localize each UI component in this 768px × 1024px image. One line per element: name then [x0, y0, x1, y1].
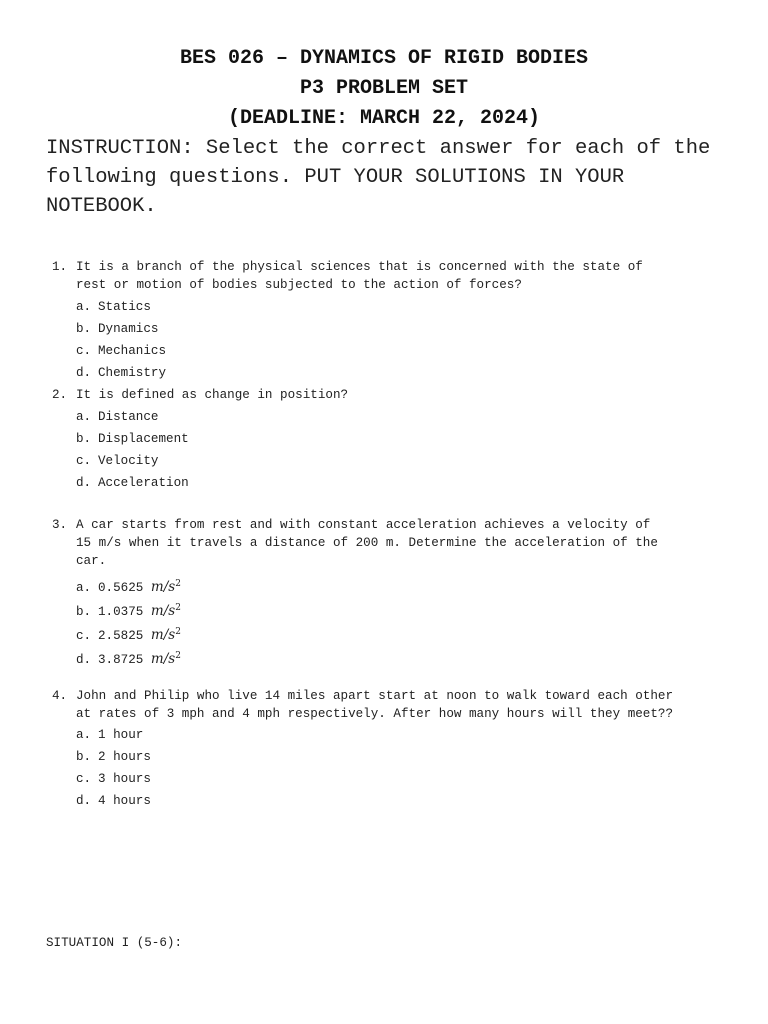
question-line: rest or motion of bodies subjected to the action of forces?	[76, 278, 522, 292]
option-text: 3.8725	[98, 653, 144, 667]
option-text: Distance	[98, 410, 159, 424]
question-text	[76, 386, 726, 404]
option-letter: a.	[76, 410, 92, 424]
option-text: 1 hour	[98, 728, 144, 742]
option-text: Displacement	[98, 432, 189, 446]
option-letter: c.	[76, 629, 92, 643]
option-c	[76, 452, 158, 470]
option-text: 0.5625	[98, 581, 144, 595]
document-header	[0, 44, 768, 134]
option-text: Dynamics	[98, 322, 159, 336]
option-text: Acceleration	[98, 476, 189, 490]
unit-exponent: 2	[175, 627, 181, 637]
question-line: It is a branch of the physical sciences that is concerned with the state of	[76, 260, 643, 274]
option-text: Chemistry	[98, 366, 167, 380]
unit-text: m/s	[150, 651, 176, 667]
option-letter: d.	[76, 794, 92, 808]
unit-exponent: 2	[175, 579, 181, 589]
option-text: Statics	[98, 300, 151, 314]
option-text: Mechanics	[98, 344, 167, 358]
unit-label	[151, 579, 181, 595]
option-letter: b.	[76, 432, 92, 446]
question-number: 1.	[52, 260, 68, 274]
option-d	[76, 474, 189, 492]
unit-text: m/s	[150, 627, 176, 643]
option-text: 3 hours	[98, 772, 151, 786]
unit-exponent: 2	[175, 651, 181, 661]
option-text: Velocity	[98, 454, 159, 468]
option-a	[76, 408, 158, 426]
unit-label	[151, 627, 181, 643]
option-letter: d.	[76, 476, 92, 490]
option-a	[76, 298, 151, 316]
question-text	[76, 258, 726, 294]
option-text: 4 hours	[98, 794, 151, 808]
question-line: 15 m/s when it travels a distance of 200 m. Determine the acceleration of the	[76, 536, 658, 550]
question-text	[76, 516, 726, 570]
unit-label	[151, 651, 181, 667]
option-b	[76, 599, 181, 617]
question-line: It is defined as change in position?	[76, 388, 349, 402]
option-letter: d.	[76, 366, 92, 380]
course-title: BES 026 – DYNAMICS OF RIGID BODIES	[179, 47, 589, 70]
option-b	[76, 748, 151, 766]
option-c	[76, 770, 151, 788]
option-d	[76, 647, 181, 665]
option-c	[76, 342, 166, 360]
question-line: A car starts from rest and with constant acceleration achieves a velocity of	[76, 518, 651, 532]
question-number: 4.	[52, 689, 68, 703]
unit-text: m/s	[150, 603, 176, 619]
unit-text: m/s	[150, 579, 176, 595]
option-b	[76, 430, 189, 448]
question-number: 2.	[52, 388, 68, 402]
option-d	[76, 792, 151, 810]
question-line: car.	[76, 554, 107, 568]
question-number: 3.	[52, 518, 68, 532]
option-text: 2.5825	[98, 629, 144, 643]
option-a	[76, 726, 143, 744]
deadline-title: (DEADLINE: MARCH 22, 2024)	[227, 107, 541, 130]
option-letter: c.	[76, 772, 92, 786]
option-letter: b.	[76, 322, 92, 336]
unit-exponent: 2	[175, 603, 181, 613]
option-text: 2 hours	[98, 750, 151, 764]
option-a	[76, 575, 181, 593]
option-c	[76, 623, 181, 641]
option-letter: b.	[76, 605, 92, 619]
option-letter: d.	[76, 653, 92, 667]
option-letter: a.	[76, 581, 92, 595]
unit-label	[151, 603, 181, 619]
situation-heading: SITUATION I (5-6):	[46, 936, 183, 950]
option-d	[76, 364, 166, 382]
instruction-text: INSTRUCTION: Select the correct answer for each of the following questions. PUT YOUR SOLUTIONS IN YOUR NOTEBOOK.	[46, 137, 711, 218]
option-letter: a.	[76, 300, 92, 314]
problem-set-title: P3 PROBLEM SET	[299, 77, 469, 100]
option-letter: b.	[76, 750, 92, 764]
option-letter: a.	[76, 728, 92, 742]
question-text	[76, 687, 726, 723]
question-line: at rates of 3 mph and 4 mph respectively. After how many hours will they meet??	[76, 707, 674, 721]
option-b	[76, 320, 158, 338]
option-text: 1.0375	[98, 605, 144, 619]
option-letter: c.	[76, 454, 92, 468]
question-line: John and Philip who live 14 miles apart start at noon to walk toward each other	[76, 689, 674, 703]
option-letter: c.	[76, 344, 92, 358]
